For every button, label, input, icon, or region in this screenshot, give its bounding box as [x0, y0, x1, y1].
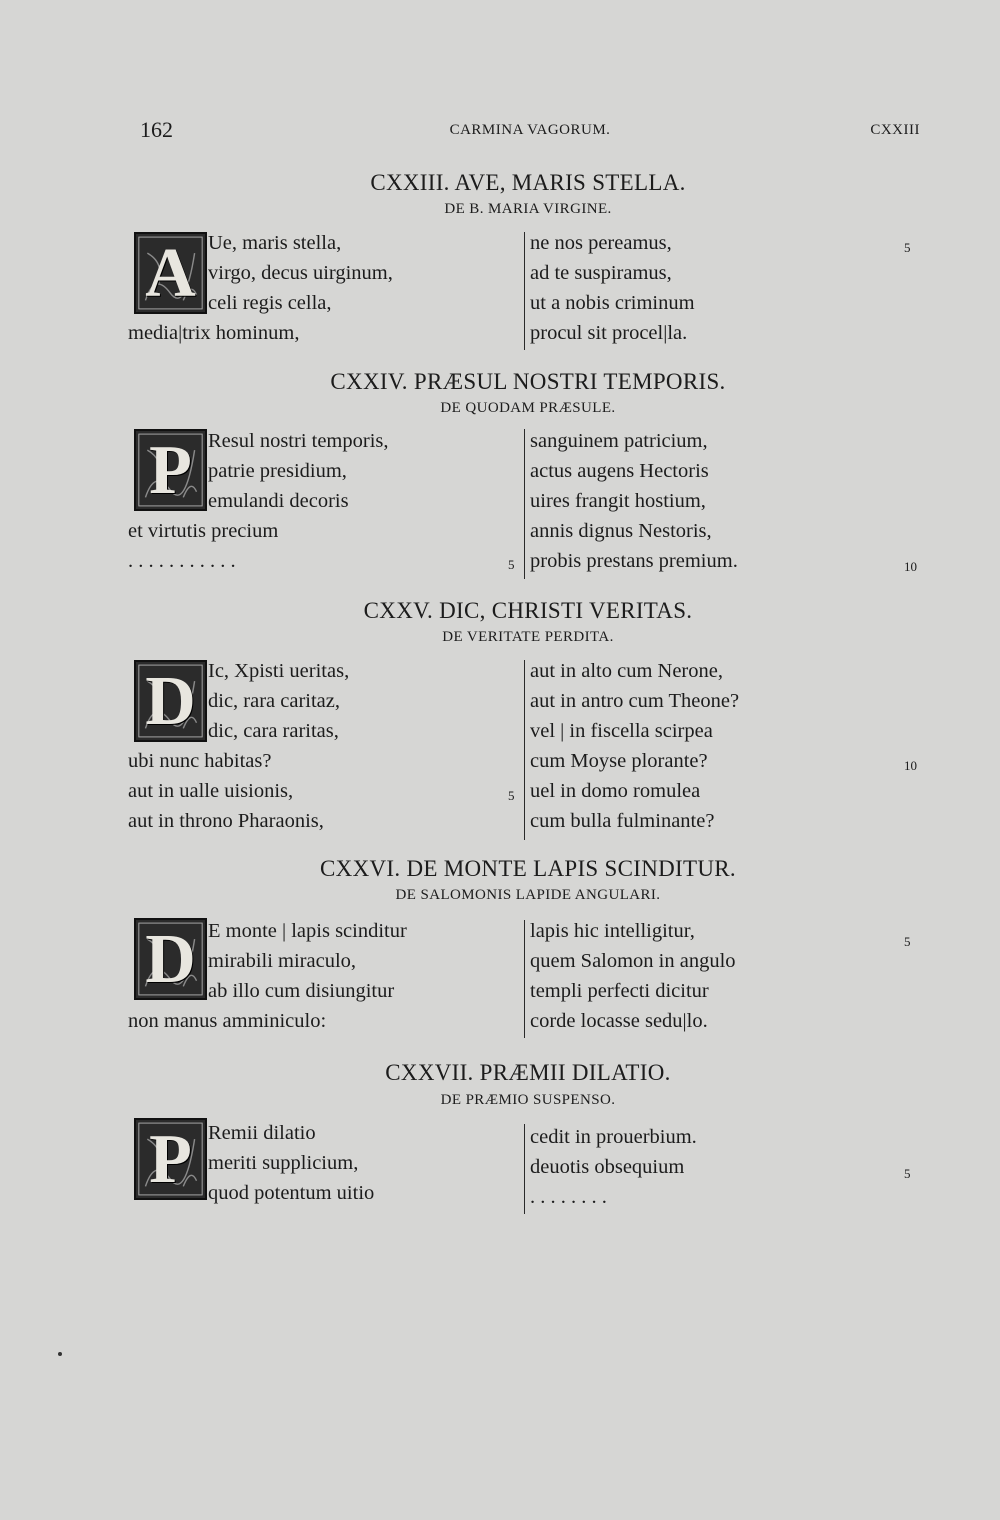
- verse-line: aut in ualle uisionis,: [128, 780, 294, 802]
- right-column: [530, 228, 910, 348]
- verse-line: Resul nostri temporis,: [208, 430, 389, 452]
- right-column: [530, 426, 910, 576]
- verse-line: lapis hic intelligitur,: [530, 920, 695, 942]
- verse-line: meriti supplicium,: [208, 1152, 359, 1174]
- column-divider: [524, 660, 525, 840]
- verse-line: ne nos pereamus,: [530, 232, 672, 254]
- verse-line: dic, cara raritas,: [208, 720, 339, 742]
- left-column: [128, 916, 518, 1036]
- verse-line: non manus amminiculo:: [128, 1010, 327, 1032]
- verse-line: mirabili miraculo,: [208, 950, 357, 972]
- running-section: CXXIII: [870, 122, 920, 138]
- verse-line: uires frangit hostium,: [530, 490, 706, 512]
- verse-line: deuotis obsequium: [530, 1156, 685, 1178]
- verse-line: cedit in prouerbium.: [530, 1126, 697, 1148]
- line-number: 5: [904, 1166, 911, 1181]
- left-column: [128, 1118, 518, 1208]
- verse-line: vel | in fiscella scirpea: [530, 720, 713, 742]
- verse-line: cum Moyse plorante?: [530, 750, 708, 772]
- left-column: [128, 228, 518, 348]
- poem-subtitle: DE B. MARIA VIRGINE.: [444, 201, 612, 217]
- line-number: 5: [508, 557, 515, 572]
- left-column: [128, 656, 518, 836]
- verse-line: aut in antro cum Theone?: [530, 690, 740, 712]
- running-title: CARMINA VAGORUM.: [449, 122, 611, 138]
- verse-line: ab illo cum disiungitur: [208, 980, 395, 1002]
- verse-line: ut a nobis criminum: [530, 292, 695, 314]
- ink-speck: [58, 1352, 62, 1356]
- column-divider: [524, 429, 525, 579]
- poem-title: CXXV. DIC, CHRISTI VERITAS.: [363, 598, 693, 623]
- poem-subtitle: DE QUODAM PRÆSULE.: [440, 400, 616, 416]
- verse-line: celi regis cella,: [208, 292, 332, 314]
- poem-subtitle: DE PRÆMIO SUSPENSO.: [440, 1092, 616, 1108]
- verse-line: quod potentum uitio: [208, 1182, 375, 1204]
- verse-line: aut in throno Pharaonis,: [128, 810, 324, 832]
- verse-line: Ue, maris stella,: [208, 232, 342, 254]
- verse-line: uel in domo romulea: [530, 780, 701, 802]
- verse-line: et virtutis precium: [128, 520, 279, 542]
- right-column: [530, 1122, 910, 1212]
- poem-subtitle: DE SALOMONIS LAPIDE ANGULARI.: [395, 887, 661, 903]
- verse-line: aut in alto cum Nerone,: [530, 660, 723, 682]
- verse-line: probis prestans premium.: [530, 550, 738, 572]
- verse-line: virgo, decus uirginum,: [208, 262, 393, 284]
- verse-line: quem Salomon in angulo: [530, 950, 736, 972]
- verse-line: corde locasse sedu|lo.: [530, 1010, 708, 1032]
- verse-line: emulandi decoris: [208, 490, 349, 512]
- poem-title: CXXIII. AVE, MARIS STELLA.: [370, 170, 686, 195]
- verse-line: sanguinem patricium,: [530, 430, 708, 452]
- verse-line: E monte | lapis scinditur: [208, 920, 407, 942]
- initial-letter: P: [149, 1121, 192, 1198]
- verse-line: ubi nunc habitas?: [128, 750, 272, 772]
- column-divider: [524, 232, 525, 350]
- initial-letter: D: [145, 921, 196, 998]
- running-head: [140, 117, 920, 147]
- poem-title: CXXVII. PRÆMII DILATIO.: [385, 1060, 671, 1085]
- line-number: 10: [904, 758, 917, 773]
- column-divider: [524, 920, 525, 1038]
- verse-line: annis dignus Nestoris,: [530, 520, 712, 542]
- verse-line: templi perfecti dicitur: [530, 980, 709, 1002]
- line-number: 5: [904, 240, 911, 255]
- verse-line: media|trix hominum,: [128, 322, 300, 344]
- left-column: [128, 426, 518, 576]
- verse-line: . . . . . . . . . . .: [128, 550, 236, 572]
- line-number: 5: [508, 788, 515, 803]
- verse-line: procul sit procel|la.: [530, 322, 688, 344]
- verse-line: . . . . . . . .: [530, 1186, 607, 1208]
- column-divider: [524, 1124, 525, 1214]
- verse-line: Remii dilatio: [208, 1122, 316, 1144]
- line-number: 5: [904, 934, 911, 949]
- right-column: [530, 916, 910, 1036]
- verse-line: ad te suspiramus,: [530, 262, 672, 284]
- page-number: 162: [140, 117, 173, 142]
- right-column: [530, 656, 910, 836]
- poem-subtitle: DE VERITATE PERDITA.: [442, 629, 614, 645]
- initial-letter: A: [145, 235, 196, 312]
- verse-line: dic, rara caritaz,: [208, 690, 341, 712]
- verse-line: patrie presidium,: [208, 460, 347, 482]
- initial-letter: D: [145, 663, 196, 740]
- verse-line: Ic, Xpisti ueritas,: [208, 660, 350, 682]
- verse-line: actus augens Hectoris: [530, 460, 709, 482]
- initial-letter: P: [149, 432, 192, 509]
- verse-line: cum bulla fulminante?: [530, 810, 715, 832]
- line-number: 10: [904, 559, 917, 574]
- poem-title: CXXIV. PRÆSUL NOSTRI TEMPORIS.: [330, 369, 726, 394]
- poem-title: CXXVI. DE MONTE LAPIS SCINDITUR.: [320, 856, 736, 881]
